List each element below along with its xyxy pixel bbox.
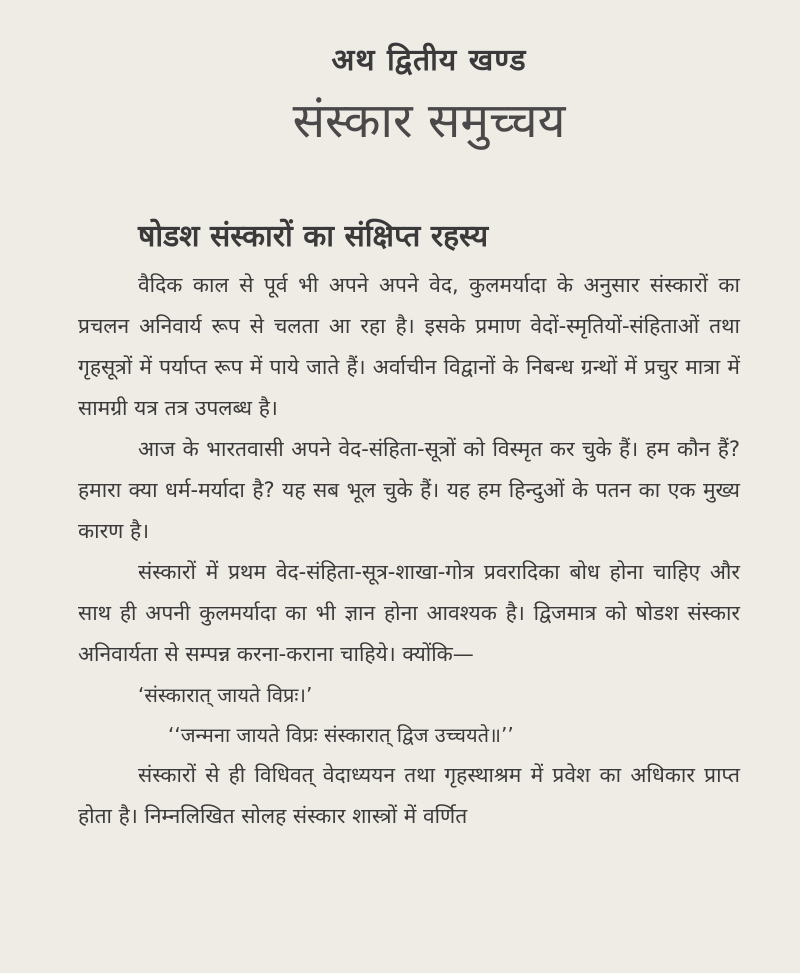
paragraph-3: संस्कारों में प्रथम वेद-संहिता-सूत्र-शाखा-गोत्र प्रवरादिका बोध होना चाहिए और साथ ही अपनी कुलमर्यादा का भी ज्ञान होना आवश्यक है। द्विजमात्र को षोडश संस्कार अनिवार्यता से सम्पन्न करना-कराना चाहिये। क्योंकि—	[78, 560, 740, 666]
paragraph-1: वैदिक काल से पूर्व भी अपने अपने वेद, कुलमर्यादा के अनुसार संस्कारों का प्रचलन अनिवार्य रूप से चलता आ रहा है। इसके प्रमाण वेदों-स्मृतियों-संहिताओं तथा गृहसूत्रों में पर्याप्त रूप में पाये जाते हैं। अर्वाचीन विद्वानों के निबन्ध ग्रन्थों में प्रचुर मात्रा में सामग्री यत्र तत्र उपलब्ध है।	[78, 273, 740, 420]
sanskrit-quote-1: ‘संस्कारात् जायते विप्रः।’	[138, 683, 313, 707]
page-title: संस्कार समुच्चय	[292, 93, 566, 149]
section-heading: षोडश संस्कारों का संक्षिप्त रहस्य	[138, 219, 489, 254]
sanskrit-quote-2: ‘‘जन्मना जायते विप्रः संस्कारात् द्विज उच्चयते॥’’	[168, 723, 514, 747]
part-heading: अथ द्वितीय खण्ड	[331, 43, 527, 78]
paragraph-4: संस्कारों से ही विधिवत् वेदाध्ययन तथा गृहस्थाश्रम में प्रवेश का अधिकार प्राप्त होता है। निम्नलिखित सोलह संस्कार शास्त्रों में वर्णित	[78, 763, 740, 828]
paragraph-2: आज के भारतवासी अपने वेद-संहिता-सूत्रों को विस्मृत कर चुके हैं। हम कौन हैं? हमारा क्या धर्म-मर्यादा है? यह सब भूल चुके हैं। यह हम हिन्दुओं के पतन का एक मुख्य कारण है।	[78, 437, 740, 543]
